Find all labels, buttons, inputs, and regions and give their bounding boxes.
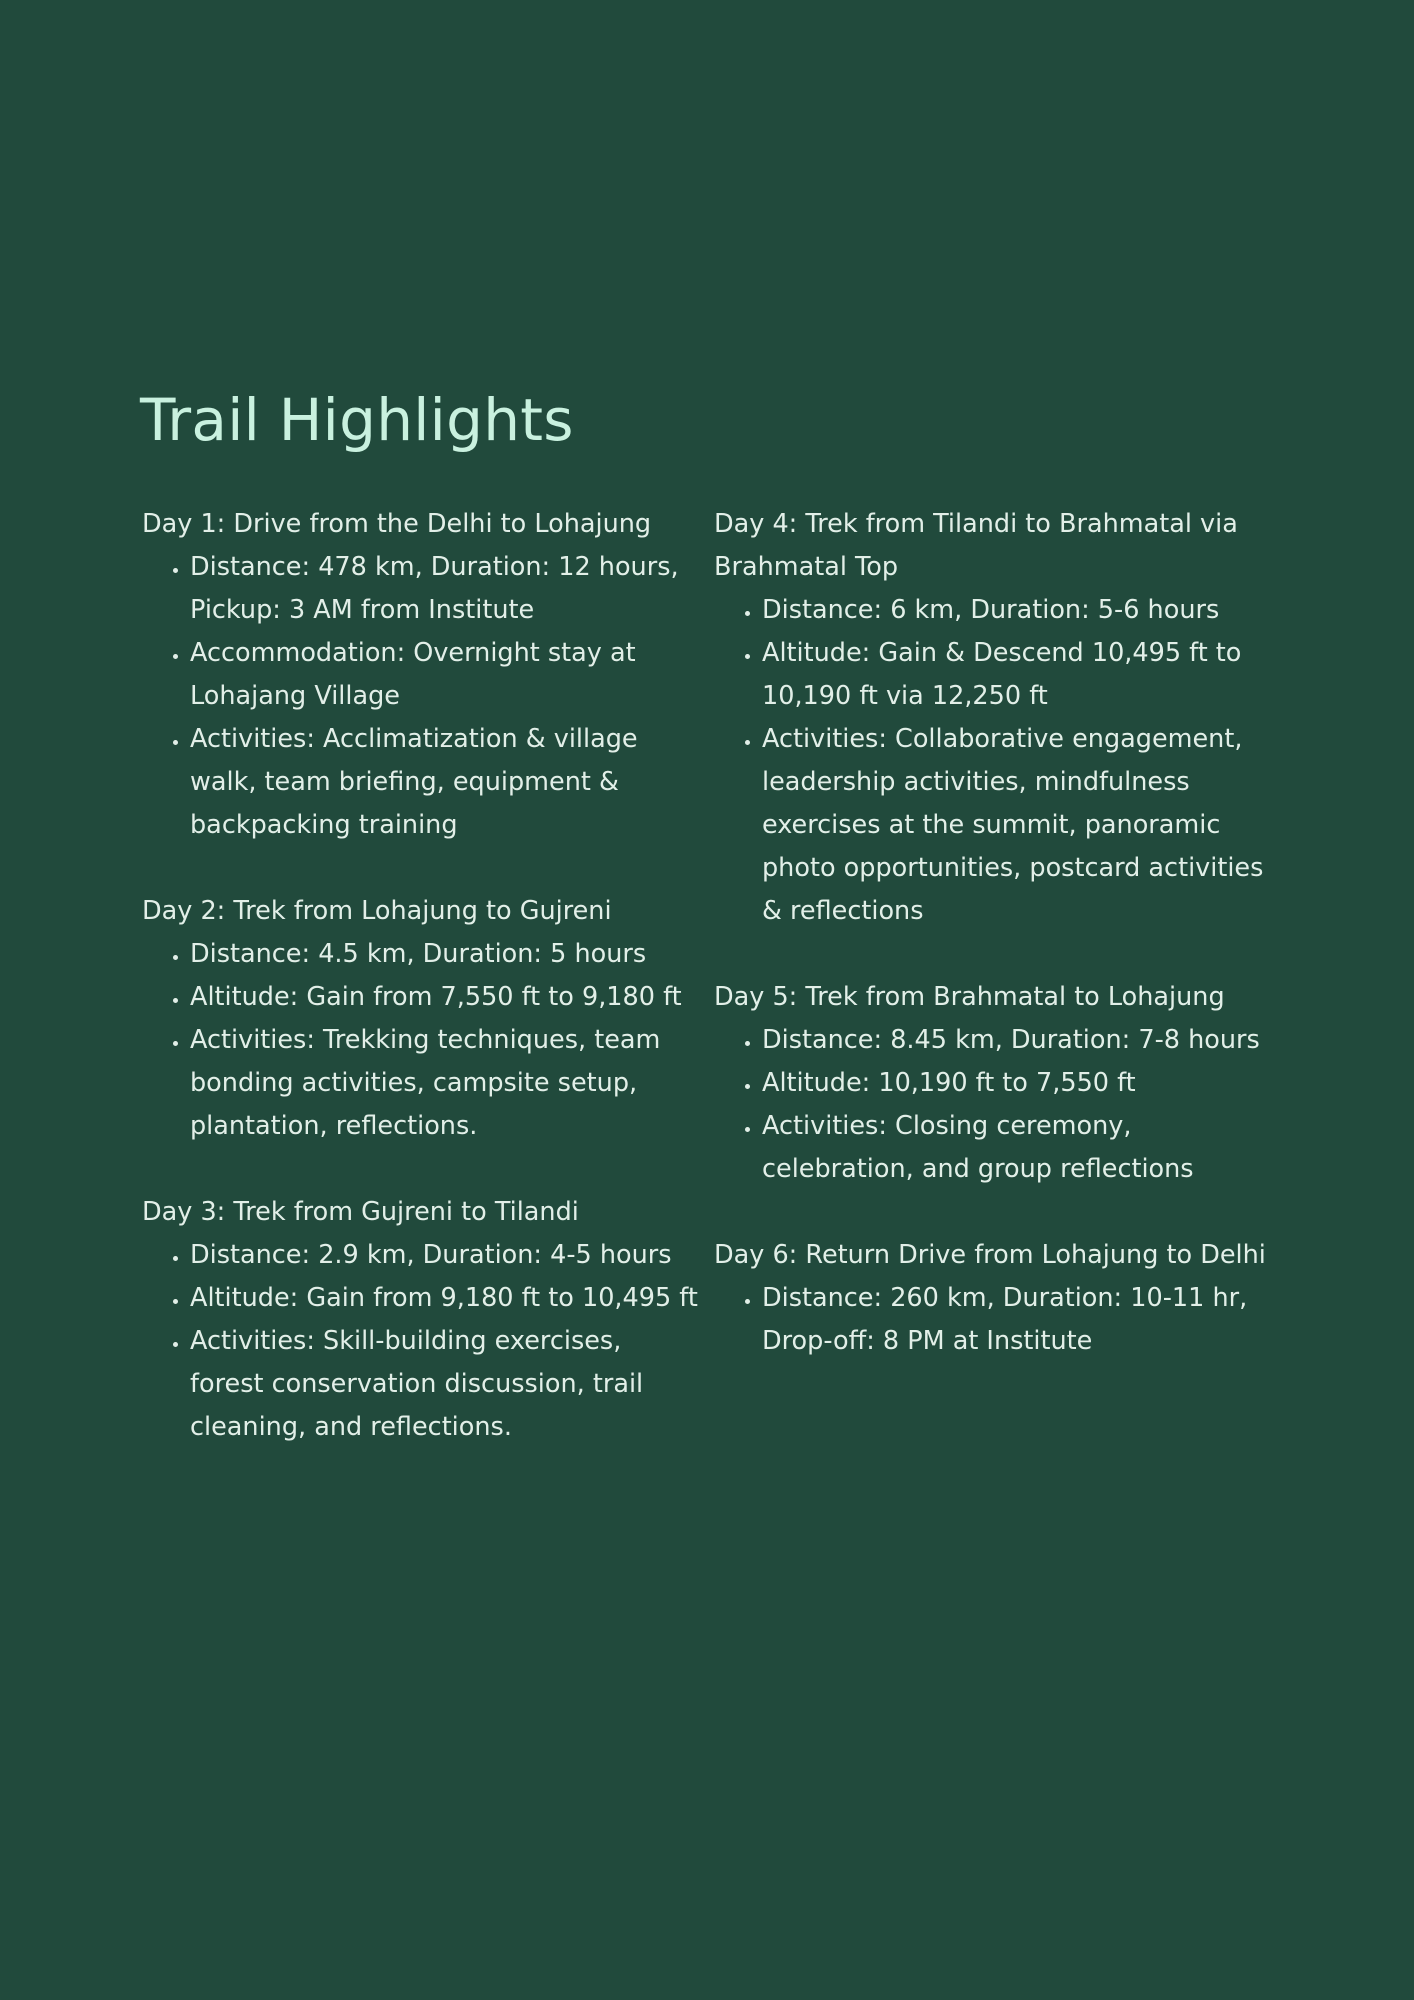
detail-item: • Activities: Acclimatization & village walk, team briefing, equipment & backpacking training [190, 718, 702, 847]
itinerary-column-right [714, 503, 1279, 1406]
day-5-section [714, 976, 1279, 1191]
day-details-list [142, 1234, 702, 1449]
day-heading: Day 1: Drive from the Delhi to Lohajung [142, 509, 652, 539]
detail-item: • Distance: 8.45 km, Duration: 7-8 hours [762, 1019, 1279, 1062]
day-details-list [714, 589, 1279, 933]
detail-item: • Activities: Closing ceremony, celebration, and group reflections [762, 1105, 1279, 1191]
detail-item: • Accommodation: Overnight stay at Lohajang Village [190, 632, 702, 718]
day-details-list [142, 933, 702, 1148]
detail-item: • Altitude: Gain from 7,550 ft to 9,180 ft [190, 976, 702, 1019]
detail-item: • Distance: 4.5 km, Duration: 5 hours [190, 933, 702, 976]
detail-item: • Altitude: Gain & Descend 10,495 ft to 10,190 ft via 12,250 ft [762, 632, 1279, 718]
day-6-section [714, 1234, 1279, 1363]
day-heading: Day 5: Trek from Brahmatal to Lohajung [714, 982, 1225, 1012]
day-1-section [142, 503, 702, 847]
day-details-list [142, 546, 702, 847]
detail-item: • Activities: Skill-building exercises, forest conservation discussion, trail cleaning, and reflections. [190, 1320, 702, 1449]
itinerary-column-left [142, 503, 702, 1492]
detail-item: • Distance: 2.9 km, Duration: 4-5 hours [190, 1234, 702, 1277]
day-heading: Day 6: Return Drive from Lohajung to Delhi [714, 1240, 1266, 1270]
day-4-section [714, 503, 1279, 933]
detail-item: • Activities: Trekking techniques, team bonding activities, campsite setup, plantation, reflections. [190, 1019, 702, 1148]
day-heading: Day 2: Trek from Lohajung to Gujreni [142, 896, 612, 926]
detail-item: • Activities: Collaborative engagement, leadership activities, mindfulness exercises at the summit, panoramic photo opportunities, postcard activities & reflections [762, 718, 1279, 933]
day-2-section [142, 890, 702, 1148]
detail-item: • Distance: 6 km, Duration: 5-6 hours [762, 589, 1279, 632]
day-heading: Day 3: Trek from Gujreni to Tilandi [142, 1197, 579, 1227]
detail-item: • Distance: 478 km, Duration: 12 hours, Pickup: 3 AM from Institute [190, 546, 702, 632]
day-details-list [714, 1277, 1279, 1363]
page-title: Trail Highlights [140, 386, 574, 454]
day-details-list [714, 1019, 1279, 1191]
day-3-section [142, 1191, 702, 1449]
day-heading: Day 4: Trek from Tilandi to Brahmatal via Brahmatal Top [714, 509, 1238, 582]
detail-item: • Altitude: 10,190 ft to 7,550 ft [762, 1062, 1279, 1105]
detail-item: • Distance: 260 km, Duration: 10-11 hr, Drop-off: 8 PM at Institute [762, 1277, 1279, 1363]
detail-item: • Altitude: Gain from 9,180 ft to 10,495 ft [190, 1277, 702, 1320]
